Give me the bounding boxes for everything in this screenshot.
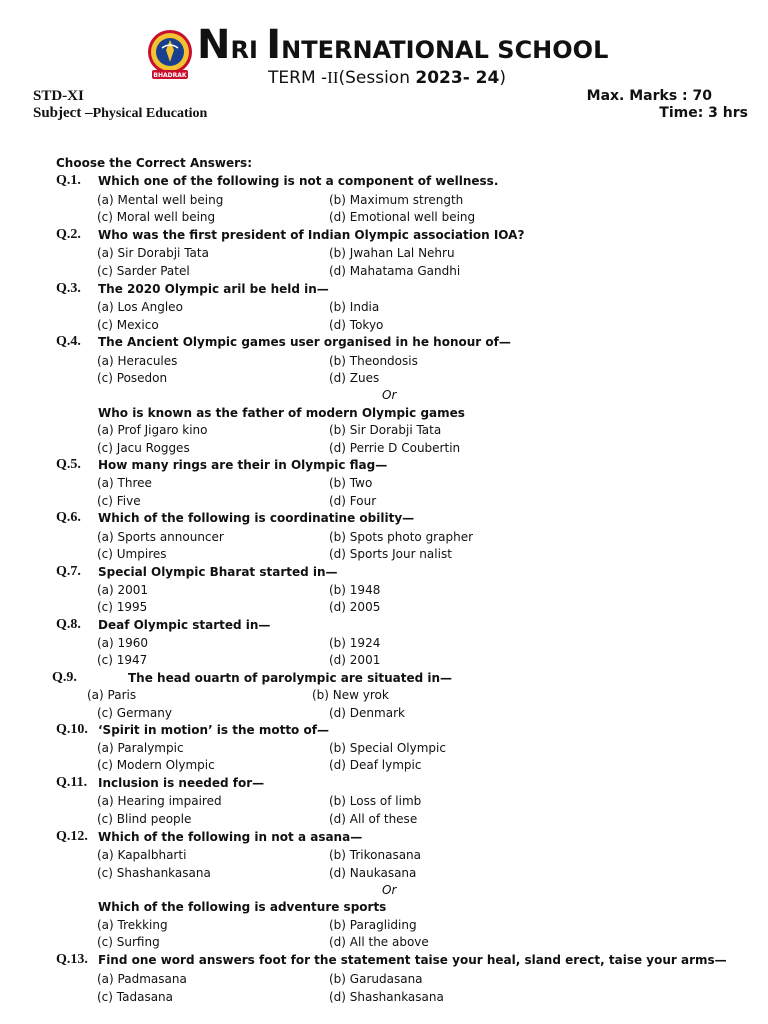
question-number: Q.8. [56,617,81,632]
option-a: (a) Three [97,476,152,490]
school-logo [146,28,194,84]
option-a: (a) 1960 [97,636,149,650]
option-d: (d) Emotional well being [329,210,476,224]
question-text: Who was the first president of Indian Olympic association IOA? [98,228,525,242]
option-a: (a) 2001 [97,583,149,597]
option-c: (c) Jacu Rogges [97,441,190,455]
option-d: (d) All the above [329,935,429,949]
option-b: (b) Maximum strength [329,193,464,207]
option-b: (b) Theondosis [329,354,418,368]
or-separator: Or [382,388,397,402]
option-b: (b) Trikonasana [329,848,422,862]
question-number: Q.2. [56,227,81,242]
option-a: (a) Sports announcer [97,530,224,544]
question-text: The head ouartn of parolympic are situated in— [128,671,453,685]
question-number: Q.12. [56,829,88,844]
option-d: (d) Deaf lympic [329,758,422,772]
option-b: (b) Paragliding [329,918,417,932]
option-a: (a) Hearing impaired [97,794,222,808]
school-name: NRI INTERNATIONAL SCHOOL [197,22,609,68]
question-text: Inclusion is needed for— [98,776,265,790]
option-c: (c) Germany [97,706,172,720]
instructions: Choose the Correct Answers: [56,156,253,170]
subject-label: Subject – [33,105,93,121]
question-text: The Ancient Olympic games user organised in he honour of— [98,335,511,349]
subject-line [33,105,207,122]
subject-value: Physical Education [92,106,208,121]
question-text: Which of the following in not a asana— [98,830,363,844]
question-text: Which of the following is coordinatine obility— [98,511,415,525]
question-text: Who is known as the father of modern Olympic games [98,406,465,420]
question-text: Which one of the following is not a component of wellness. [98,174,499,188]
option-a: (a) Mental well being [97,193,224,207]
option-a: (a) Paris [87,688,137,702]
option-c: (c) Shashankasana [97,866,211,880]
max-marks: Max. Marks : 70 [586,88,712,104]
option-c: (c) 1947 [97,653,148,667]
option-c: (c) Umpires [97,547,167,561]
question-number: Q.4. [56,334,81,349]
class-subject-block [33,88,207,122]
option-b: (b) 1924 [329,636,381,650]
term-session: TERM -II(Session 2023- 24) [268,68,506,88]
option-d: (d) Zues [329,371,380,385]
option-d: (d) Denmark [329,706,405,720]
question-number: Q.5. [56,457,81,472]
option-d: (d) Perrie D Coubertin [329,441,461,455]
marks-time-block [586,88,748,122]
option-b: (b) Sir Dorabji Tata [329,423,442,437]
option-a: (a) Paralympic [97,741,184,755]
question-number: Q.6. [56,510,81,525]
option-d: (d) 2005 [329,600,381,614]
option-d: (d) 2001 [329,653,381,667]
question-number: Q.9. [52,670,77,685]
question-number: Q.3. [56,281,81,296]
question-text: How many rings are their in Olympic flag— [98,458,388,472]
option-c: (c) Sarder Patel [97,264,190,278]
option-d: (d) Shashankasana [329,990,444,1004]
or-separator: Or [382,883,397,897]
option-d: (d) All of these [329,812,418,826]
question-text: Find one word answers foot for the statement taise your heal, sland erect, taise your arms— [98,953,727,967]
option-d: (d) Four [329,494,377,508]
option-c: (c) Tadasana [97,990,174,1004]
option-c: (c) 1995 [97,600,148,614]
option-d: (d) Tokyo [329,318,384,332]
question-number: Q.7. [56,564,81,579]
option-a: (a) Kapalbharti [97,848,187,862]
question-text: ‘Spirit in motion’ is the motto of— [98,723,329,737]
question-number: Q.1. [56,173,81,188]
option-b: (b) Special Olympic [329,741,446,755]
question-number: Q.10. [56,722,88,737]
option-b: (b) Garudasana [329,972,423,986]
option-a: (a) Los Angleo [97,300,183,314]
option-d: (d) Mahatama Gandhi [329,264,461,278]
option-d: (d) Naukasana [329,866,417,880]
option-b: (b) India [329,300,380,314]
svg-text:BHADRAK: BHADRAK [153,72,187,79]
option-a: (a) Padmasana [97,972,187,986]
option-b: (b) New yrok [312,688,389,702]
option-b: (b) Spots photo grapher [329,530,474,544]
option-a: (a) Trekking [97,918,168,932]
option-b: (b) 1948 [329,583,381,597]
question-number: Q.11. [56,775,88,790]
std-label: STD-XI [33,88,84,104]
option-b: (b) Loss of limb [329,794,422,808]
option-c: (c) Moral well being [97,210,216,224]
question-text: Deaf Olympic started in— [98,618,271,632]
option-a: (a) Prof Jigaro kino [97,423,208,437]
option-c: (c) Mexico [97,318,159,332]
question-number: Q.13. [56,952,88,967]
option-c: (c) Five [97,494,141,508]
question-text: Which of the following is adventure sports [98,900,387,914]
option-a: (a) Sir Dorabji Tata [97,246,209,260]
option-d: (d) Sports Jour nalist [329,547,452,561]
time-allowed: Time: 3 hrs [659,105,748,121]
option-c: (c) Surfing [97,935,160,949]
option-c: (c) Blind people [97,812,192,826]
option-b: (b) Two [329,476,373,490]
option-a: (a) Heracules [97,354,178,368]
option-b: (b) Jwahan Lal Nehru [329,246,455,260]
question-text: Special Olympic Bharat started in— [98,565,338,579]
option-c: (c) Modern Olympic [97,758,215,772]
question-text: The 2020 Olympic aril be held in— [98,282,329,296]
option-c: (c) Posedon [97,371,168,385]
